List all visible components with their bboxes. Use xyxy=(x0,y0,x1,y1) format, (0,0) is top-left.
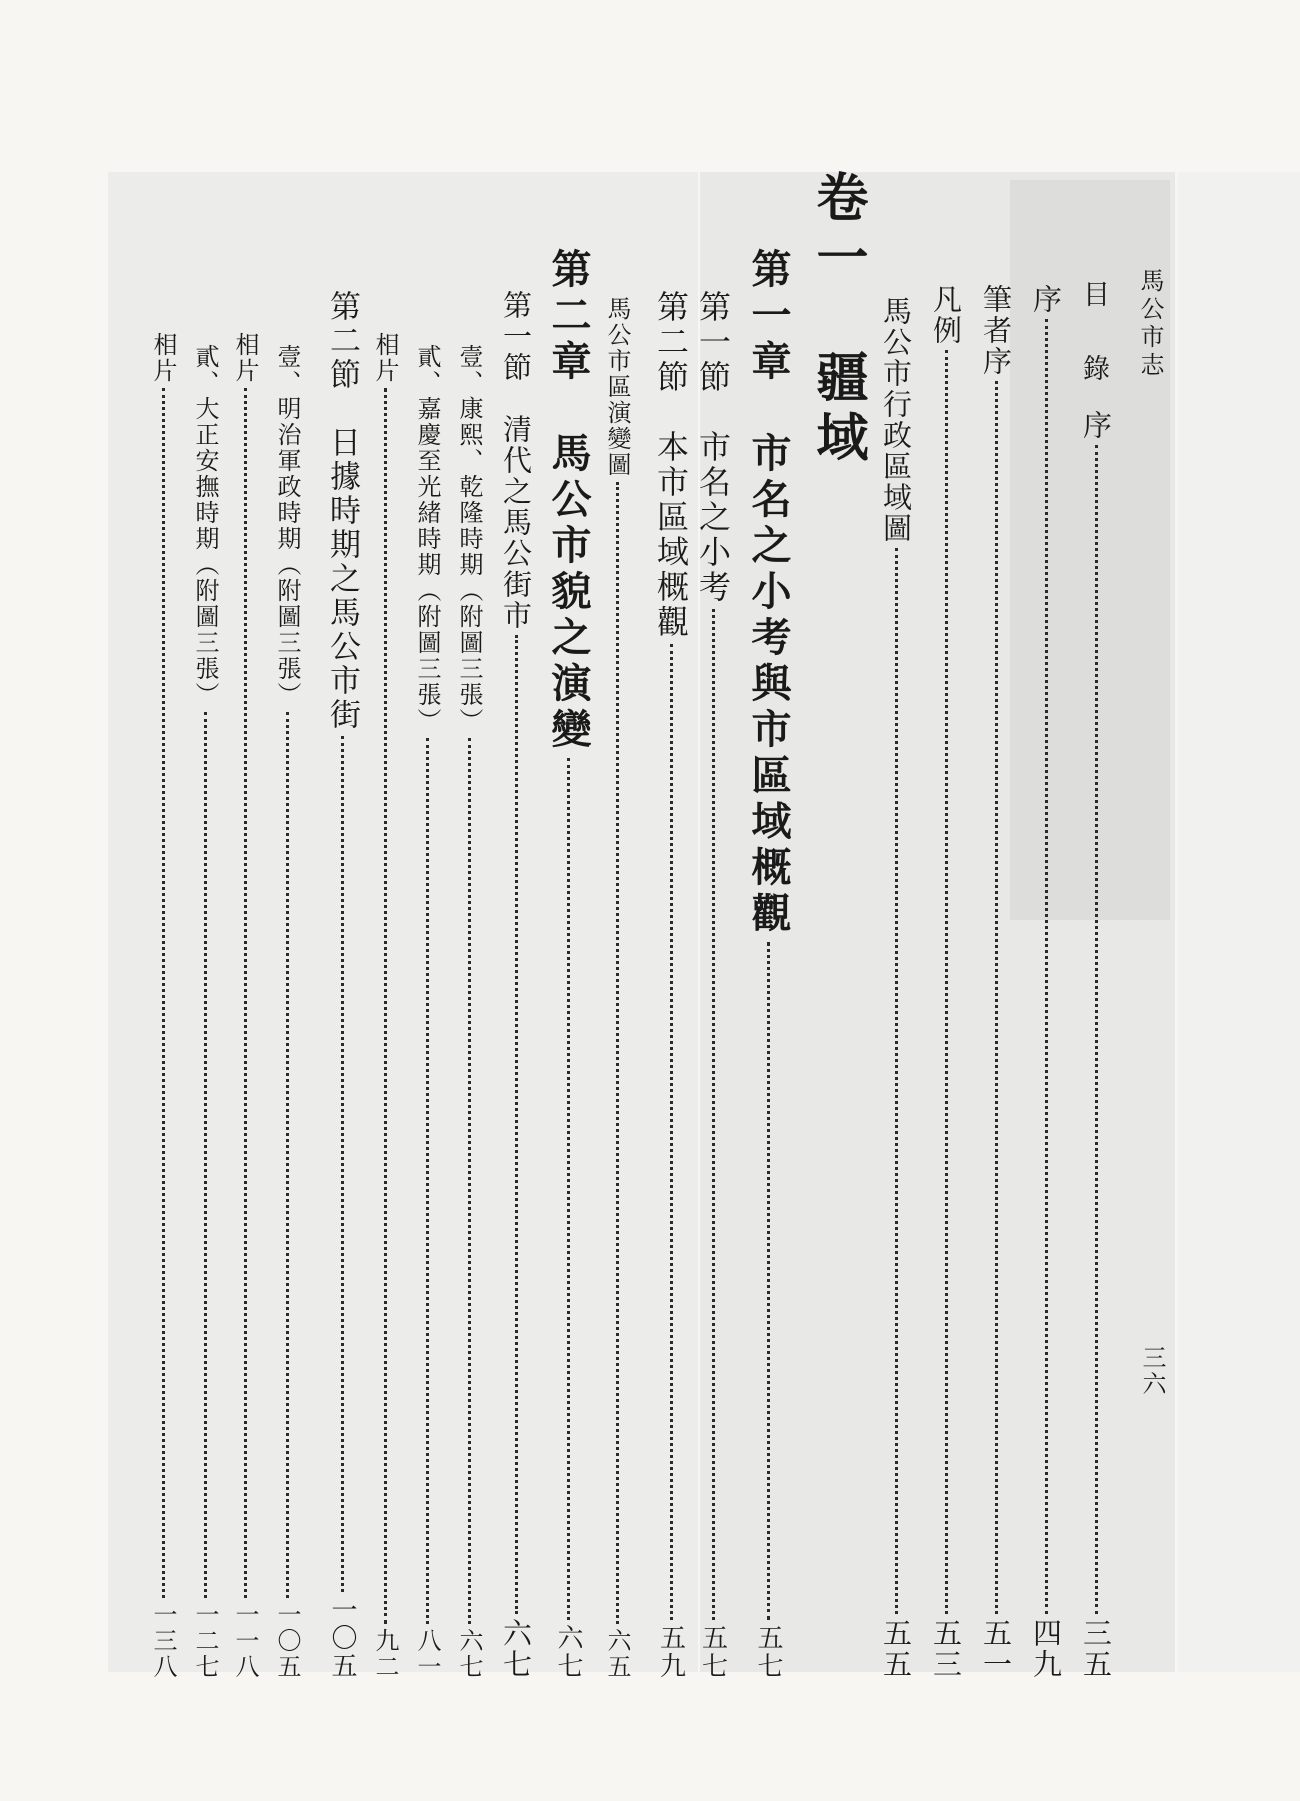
entry-label: 筆者序 xyxy=(979,284,1013,377)
item-page: 一一八 xyxy=(231,1602,259,1680)
chapter-page: 六七 xyxy=(553,1624,583,1680)
toc-item-2-2-photos-2[interactable] xyxy=(146,332,181,1680)
leader-dots xyxy=(895,548,898,1614)
toc-section-1-2[interactable] xyxy=(648,290,694,1680)
chapter-label: 第一章 市名之小考與市區域概觀 xyxy=(745,248,792,938)
toc-item-2-1-2[interactable] xyxy=(410,344,445,1680)
toc-entry-preface-1[interactable] xyxy=(1076,410,1117,1680)
section-page: 五七 xyxy=(697,1624,728,1680)
chapter-page: 五七 xyxy=(753,1624,783,1680)
volume-heading: 卷一 疆域 xyxy=(807,170,868,470)
section-page: 六七 xyxy=(499,1618,533,1680)
item-page: 一二七 xyxy=(191,1602,219,1680)
leader-dots xyxy=(767,942,770,1620)
section-label: 第二節 本市區域概觀 xyxy=(652,290,690,640)
toc-item-2-2-2[interactable] xyxy=(188,344,223,1680)
toc-item-2-1-photos[interactable] xyxy=(368,332,403,1680)
item-page: 六七 xyxy=(455,1628,483,1680)
toc-entry-preface-2[interactable] xyxy=(1026,284,1067,1680)
running-header: 馬公市志 xyxy=(1136,268,1164,380)
item-label: 壹、康熙、乾隆時期（附圖三張） xyxy=(455,344,483,734)
toc-section-1-1[interactable] xyxy=(690,290,736,1680)
leader-dots xyxy=(1045,319,1048,1614)
toc-entry-district-map[interactable] xyxy=(600,296,635,1680)
entry-label: 序 xyxy=(1029,284,1063,315)
entry-page: 五一 xyxy=(979,1618,1013,1680)
leader-dots xyxy=(384,388,387,1624)
toc-entry-author-preface[interactable] xyxy=(976,284,1017,1680)
section-page: 五九 xyxy=(655,1624,686,1680)
entry-label: 馬公市行政區域圖 xyxy=(879,296,913,544)
leader-dots xyxy=(341,736,344,1592)
leader-dots xyxy=(515,635,518,1614)
item-label: 相片 xyxy=(149,332,177,384)
entry-label: 凡例 xyxy=(929,284,963,346)
item-label: 相片 xyxy=(231,332,259,384)
bleed-through-shade-right xyxy=(1178,172,1300,1672)
toc-heading: 目 錄 xyxy=(1078,280,1109,391)
toc-section-2-2[interactable] xyxy=(320,290,365,1680)
leader-dots xyxy=(567,758,570,1620)
leader-dots xyxy=(670,644,673,1620)
item-page: 八一 xyxy=(413,1628,441,1680)
leader-dots xyxy=(1095,445,1098,1614)
item-page: 一三八 xyxy=(149,1602,177,1680)
item-page: 一〇五 xyxy=(273,1602,301,1680)
item-page: 九二 xyxy=(371,1628,399,1680)
toc-chapter-1[interactable] xyxy=(740,248,797,1680)
leader-dots xyxy=(995,381,998,1614)
toc-chapter-2[interactable] xyxy=(540,248,597,1680)
page-number: 三六 xyxy=(1138,1345,1166,1397)
entry-page: 三五 xyxy=(1079,1618,1113,1680)
section-label: 第二節 日據時期之馬公市街 xyxy=(324,290,360,732)
leader-dots xyxy=(244,388,247,1598)
section-page: 一〇五 xyxy=(327,1596,357,1680)
item-label: 貳、嘉慶至光緒時期（附圖三張） xyxy=(413,344,441,734)
item-label: 壹、明治軍政時期（附圖三張） xyxy=(273,344,301,708)
leader-dots xyxy=(468,738,471,1624)
toc-section-2-1[interactable] xyxy=(496,290,537,1680)
item-label: 貳、大正安撫時期（附圖三張） xyxy=(191,344,219,708)
section-label: 第一節 清代之馬公街市 xyxy=(499,290,533,631)
toc-item-2-2-1[interactable] xyxy=(270,344,305,1680)
entry-page: 六五 xyxy=(603,1628,631,1680)
section-label: 第一節 市名之小考 xyxy=(694,290,732,605)
leader-dots xyxy=(162,388,165,1598)
leader-dots xyxy=(712,609,715,1620)
leader-dots xyxy=(945,350,948,1614)
leader-dots xyxy=(204,712,207,1598)
entry-label: 馬公市區演變圖 xyxy=(603,296,631,478)
toc-item-2-2-photos-1[interactable] xyxy=(228,332,263,1680)
leader-dots xyxy=(286,712,289,1598)
toc-entry-admin-map[interactable] xyxy=(876,296,917,1680)
leader-dots xyxy=(616,482,619,1624)
leader-dots xyxy=(426,738,429,1624)
item-label: 相片 xyxy=(371,332,399,384)
entry-page: 五五 xyxy=(879,1618,913,1680)
toc-entry-editorial-notes[interactable] xyxy=(926,284,967,1680)
chapter-label: 第二章 馬公市貌之演變 xyxy=(545,248,592,754)
toc-item-2-1-1[interactable] xyxy=(452,344,487,1680)
entry-page: 四九 xyxy=(1029,1618,1063,1680)
entry-page: 五三 xyxy=(929,1618,963,1680)
entry-label: 序 xyxy=(1079,410,1113,441)
